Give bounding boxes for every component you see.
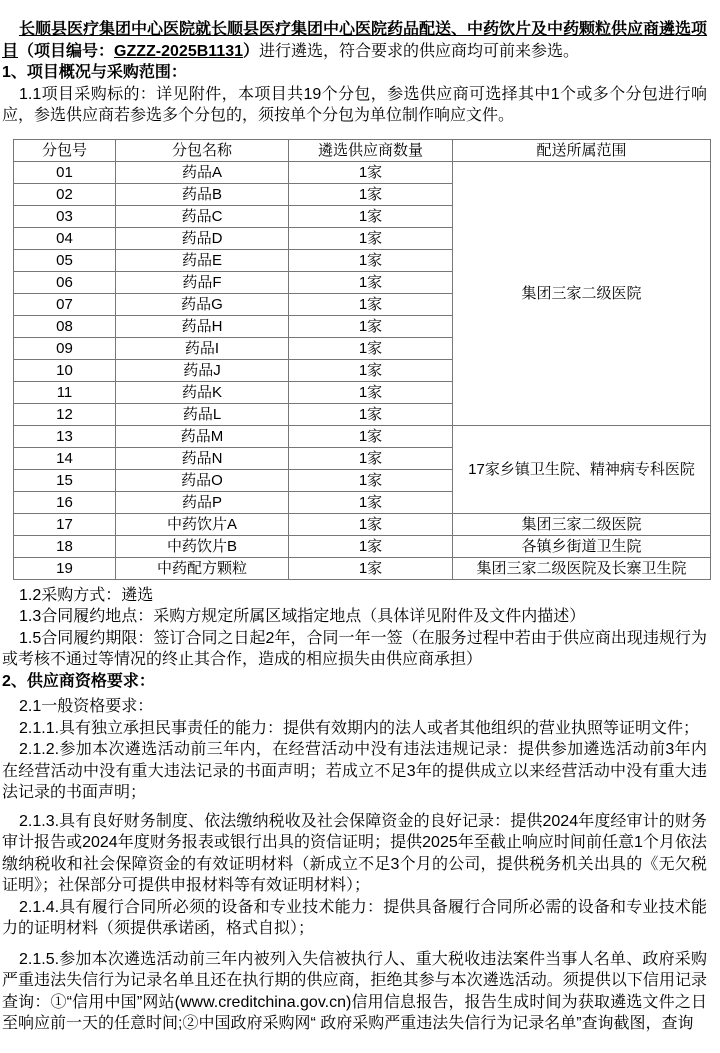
package-number: 05 bbox=[14, 249, 116, 271]
delivery-scope: 17家乡镇卫生院、精神病专科医院 bbox=[453, 425, 711, 513]
package-number: 04 bbox=[14, 227, 116, 249]
delivery-scope: 集团三家二级医院 bbox=[453, 513, 711, 535]
table-row bbox=[14, 161, 711, 183]
supplier-count: 1家 bbox=[289, 271, 453, 293]
package-name: 药品C bbox=[116, 205, 289, 227]
column-header: 遴选供应商数量 bbox=[289, 139, 453, 161]
package-number: 01 bbox=[14, 161, 116, 183]
paragraph-2-1-1: 2.1.1.具有独立承担民事责任的能力：提供有效期内的法人或者其他组织的营业执照等证明文件； bbox=[19, 719, 700, 737]
supplier-count: 1家 bbox=[289, 535, 453, 557]
package-number: 19 bbox=[14, 557, 116, 579]
column-header: 配送所属范围 bbox=[453, 139, 711, 161]
package-number: 10 bbox=[14, 359, 116, 381]
table-row bbox=[14, 557, 711, 579]
paragraph-1-2: 1.2采购方式：遴选 bbox=[19, 586, 154, 604]
supplier-count: 1家 bbox=[289, 403, 453, 425]
paragraph-2-1-3: 2.1.3.具有良好财务制度、依法缴纳税收及社会保障资金的良好记录：提供2024年度经审计的财务审计报告或2024年度财务报表或银行出具的资信证明；提供2025年至截止响应时间前任意1个月依法缴纳税收和社会保障资金的有效证明材料（新成立不足3个月的公司，提供税务机关出具的《无欠税证明》；社保部分可提供申报材料等有效证明材料）； bbox=[2, 812, 707, 894]
package-number: 18 bbox=[14, 535, 116, 557]
supplier-count: 1家 bbox=[289, 447, 453, 469]
package-number: 08 bbox=[14, 315, 116, 337]
package-number: 17 bbox=[14, 513, 116, 535]
supplier-count: 1家 bbox=[289, 359, 453, 381]
paragraph-2-1-4: 2.1.4.具有履行合同所必须的设备和专业技术能力：提供具备履行合同所必需的设备和专业技术能力的证明材料（须提供承诺函，格式自拟）； bbox=[2, 898, 707, 937]
package-name: 药品B bbox=[116, 183, 289, 205]
packages-table bbox=[13, 139, 711, 580]
delivery-scope: 集团三家二级医院及长寨卫生院 bbox=[453, 557, 711, 579]
delivery-scope: 集团三家二级医院 bbox=[453, 161, 711, 425]
column-header: 分包号 bbox=[14, 139, 116, 161]
table-row bbox=[14, 535, 711, 557]
package-name: 药品D bbox=[116, 227, 289, 249]
package-name: 药品J bbox=[116, 359, 289, 381]
package-name: 药品I bbox=[116, 337, 289, 359]
supplier-count: 1家 bbox=[289, 425, 453, 447]
supplier-count: 1家 bbox=[289, 227, 453, 249]
supplier-count: 1家 bbox=[289, 381, 453, 403]
section2-heading: 2、供应商资格要求： bbox=[2, 672, 155, 690]
package-name: 药品H bbox=[116, 315, 289, 337]
section1-heading: 1、项目概况与采购范围： bbox=[2, 64, 187, 81]
package-name: 药品A bbox=[116, 161, 289, 183]
column-header: 分包名称 bbox=[116, 139, 289, 161]
paragraph-2-1: 2.1一般资格要求： bbox=[19, 698, 154, 715]
package-name: 药品M bbox=[116, 425, 289, 447]
package-name: 药品O bbox=[116, 469, 289, 491]
supplier-count: 1家 bbox=[289, 469, 453, 491]
table-row bbox=[14, 513, 711, 535]
paragraph-2-1-2: 2.1.2.参加本次遴选活动前三年内，在经营活动中没有违法违规记录：提供参加遴选活动前3年内在经营活动中没有重大违法记录的书面声明；若成立不足3年的提供成立以来经营活动中没有重大违法记录的书面声明； bbox=[2, 741, 707, 801]
paragraph-1-5: 1.5合同履约期限：签订合同之日起2年，合同一年一签（在服务过程中若由于供应商出现违规行为或考核不通过等情况的终止其合作，造成的相应损失由供应商承担） bbox=[2, 629, 707, 668]
paragraph-1-3: 1.3合同履约地点：采购方规定所属区域指定地点（具体详见附件及文件内描述） bbox=[19, 608, 586, 625]
project-code-suffix: ） bbox=[242, 42, 259, 60]
supplier-count: 1家 bbox=[289, 315, 453, 337]
project-name: 长顺县医疗集团中心医院就长顺县医疗集团中心医院药品配送、中药饮片及中药颗粒供应商遴选项目 bbox=[2, 21, 708, 60]
package-name: 药品G bbox=[116, 293, 289, 315]
delivery-scope: 各镇乡街道卫生院 bbox=[453, 535, 711, 557]
package-number: 02 bbox=[14, 183, 116, 205]
package-number: 06 bbox=[14, 271, 116, 293]
package-name: 中药配方颗粒 bbox=[116, 557, 289, 579]
package-name: 中药饮片B bbox=[116, 535, 289, 557]
supplier-count: 1家 bbox=[289, 249, 453, 271]
project-code: GZZZ-2025B1131 bbox=[114, 42, 243, 60]
package-name: 药品E bbox=[116, 249, 289, 271]
package-name: 中药饮片A bbox=[116, 513, 289, 535]
supplier-count: 1家 bbox=[289, 205, 453, 227]
package-number: 12 bbox=[14, 403, 116, 425]
package-number: 13 bbox=[14, 425, 116, 447]
table-header-row bbox=[14, 139, 711, 161]
supplier-count: 1家 bbox=[289, 513, 453, 535]
supplier-count: 1家 bbox=[289, 183, 453, 205]
package-number: 07 bbox=[14, 293, 116, 315]
package-number: 14 bbox=[14, 447, 116, 469]
supplier-count: 1家 bbox=[289, 491, 453, 513]
package-name: 药品L bbox=[116, 403, 289, 425]
intro-paragraph bbox=[2, 19, 707, 62]
paragraph-1-1: 1.1项目采购标的：详见附件，本项目共19个分包，参选供应商可选择其中1个或多个分包进行响应，参选供应商若参选多个分包的，须按单个分包为单位制作响应文件。 bbox=[2, 85, 707, 124]
package-number: 15 bbox=[14, 469, 116, 491]
package-name: 药品N bbox=[116, 447, 289, 469]
package-number: 11 bbox=[14, 381, 116, 403]
package-number: 16 bbox=[14, 491, 116, 513]
package-name: 药品P bbox=[116, 491, 289, 513]
project-code-prefix: （项目编号： bbox=[18, 42, 115, 60]
package-name: 药品F bbox=[116, 271, 289, 293]
intro-tail: 进行遴选，符合要求的供应商均可前来参选。 bbox=[259, 42, 580, 60]
table-row bbox=[14, 425, 711, 447]
package-name: 药品K bbox=[116, 381, 289, 403]
package-number: 03 bbox=[14, 205, 116, 227]
package-number: 09 bbox=[14, 337, 116, 359]
supplier-count: 1家 bbox=[289, 557, 453, 579]
paragraph-2-1-5: 2.1.5.参加本次遴选活动前三年内被列入失信被执行人、重大税收违法案件当事人名单、政府采购严重违法失信行为记录名单且还在执行期的供应商，拒绝其参与本次遴选活动。须提供以下信用记录查询：①“信用中国”网站(www.creditchina.gov.cn)信用信息报告，报告生成时间为获取遴选文件之日至响应前一天的任意时间;②中国政府采购网“ 政府采购严重违法失信行为记录名单”查询截图，查询 bbox=[2, 950, 707, 1032]
supplier-count: 1家 bbox=[289, 337, 453, 359]
supplier-count: 1家 bbox=[289, 293, 453, 315]
supplier-count: 1家 bbox=[289, 161, 453, 183]
